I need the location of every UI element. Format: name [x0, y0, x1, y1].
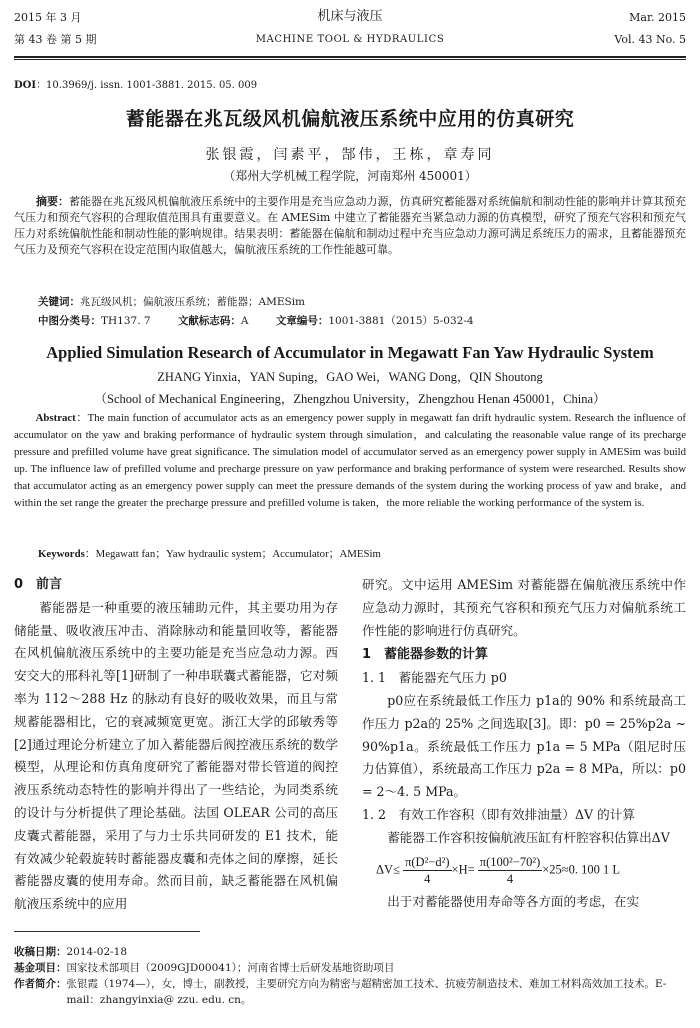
header-center — [200, 8, 500, 48]
footnote-fund — [14, 960, 686, 976]
doi-label: DOI — [14, 80, 37, 91]
doi-line — [14, 76, 257, 91]
author-bio-label: 作者简介： — [14, 978, 67, 990]
header-volume-cn: 第 43 卷 第 5 期 — [14, 33, 97, 46]
section-1-heading: 1 蓄能器参数的计算 — [362, 647, 489, 663]
volume-formula — [362, 854, 686, 887]
received-label: 收稿日期： — [14, 946, 67, 958]
classification-line — [38, 314, 474, 328]
formula-lhs: ΔV≤ — [376, 861, 400, 876]
keywords-cn — [38, 295, 305, 309]
fund-label: 基金项目： — [14, 962, 67, 974]
section-1-2-continuation: 出于对蓄能器使用寿命等各方面的考虑，在实 — [387, 893, 640, 909]
footnote-received — [14, 944, 686, 960]
authors-en: ZHANG Yinxia，YAN Suping，GAO Wei，WANG Dong，QIN Shoutong — [157, 370, 543, 384]
title-en: Applied Simulation Research of Accumulator in Megawatt Fan Yaw Hydraulic System — [46, 343, 654, 362]
author-bio-value: 张银霞（1974—），女，博士，副教授，主要研究方向为精密与超精密加工技术、抗疲劳制造技术、难加工材料高效加工技术。E-mail：zhangyinxia@ zzu. edu. cn。 — [66, 978, 667, 1006]
header-rule-thin — [14, 59, 686, 60]
section-0-paragraph: 蓄能器是一种重要的液压辅助元件，其主要功用为存储能量、吸收液压冲击、消除脉动和能量回收等，蓄能器在风机偏航液压系统中的主要功能是充当应急动力源。西安交大的邢科礼等[1]研制了一种串联囊式蓄能器，它对频率为 112～288 Hz 的脉动有良好的吸收效果，而且与常规蓄能器相比，它的衰减频宽更宽。浙江大学的邱敏秀等[2]通过理论分析建立了加入蓄能器后阀控液压系统的数学模型，从理论和仿真角度研究了蓄能器对带长管道的阀控液压系统动态特性的影响并得出了一些结论，为同类系统的设计与分析提供了理论基础。法国 OLEAR 公司的高压皮囊式蓄能器，采用了与力士乐共同研发的 E1 技术，能有效减少轮毂旋转时蓄能器皮囊和壳体之间的摩擦，延长蓄能器皮囊的使用寿命。然而目前，缺乏蓄能器在风机偏航液压系统中的应用 — [14, 599, 338, 912]
doi-value: ：10.3969/j. issn. 1001-3881. 2015. 05. 009 — [36, 80, 258, 91]
doccode-value: A — [240, 315, 249, 327]
formula-denominator-1: 4 — [424, 871, 431, 886]
abstract-cn-text: 蓄能器在兆瓦级风机偏航液压系统中的主要作用是充当应急动力源，仿真研究蓄能器对系统偏航和制动性能的影响并计算其预充气压力和预充气容积的合理取值范围具有重要意义。在 AMESim 中建立了蓄能器充当紧急动力源的仿真模型，研究了预充气容积和预充气压力对系统偏航性能和制动性能的影响规律。结果表明：蓄能器在偏航和制动过程中充当应急动力源可满足系统压力的需求，且蓄能器预充气压力及预充气容积在设定范围内取值越大，偏航液压系统的工作性能越可靠。 — [14, 195, 687, 256]
affiliation-cn: （郑州大学机械工程学院，河南郑州 450001） — [223, 169, 477, 183]
formula-numerator-1: π(D²−d²) — [405, 854, 450, 869]
abstract-en-text: ：The main function of accumulator acts as an emergency power supply in megawatt fan drift hydraulic system. Research the influence of accumulator on the yaw and braking performance of hydraulic system through simulation，and calculating the reasonable value range of its precharge pressure and prefilled volume have great significance. The simulation model of accumulator served as an emergency power supply in AMESim was build up. The influence law of prefilled volume and precharge pressure on yaw performance and braking performance of system were researched. Results show that accumulator acting as an emergency power supply can meet the pressure demands of the system during the working process of yaw and brake，and within the set range the greater the precharge pressure and prefilled volume is taken，the more reliable the working performance of the system is. — [14, 412, 686, 509]
abstract-cn — [14, 194, 686, 258]
header-date-en: Mar. 2015 — [629, 11, 686, 24]
section-1-2-paragraph: 蓄能器工作容积按偏航液压缸有杆腔容积估算出ΔV — [387, 829, 670, 845]
affiliation-en: （School of Mechanical Engineering，Zhengzhou University，Zhengzhou Henan 450001，China） — [94, 392, 606, 406]
section-1-1-heading: 1. 1 蓄能器充气压力 p0 — [362, 670, 507, 686]
body-right-column — [362, 574, 686, 913]
section-1-2-heading: 1. 2 有效工作容积（即有效排油量）ΔV 的计算 — [362, 806, 635, 822]
section-0-heading: 0 前言 — [14, 577, 63, 592]
header-left — [14, 10, 96, 48]
doccode-label: 文献标志码： — [177, 315, 241, 327]
clc-value: TH137. 7 — [101, 315, 151, 327]
footnote — [14, 944, 686, 1008]
header-volume-en: Vol. 43 No. 5 — [614, 33, 686, 46]
keywords-cn-value: 兆瓦级风机；偏航液压系统；蓄能器；AMESim — [80, 296, 306, 308]
header-right — [614, 10, 686, 48]
fund-value: 国家技术部项目（2009GJD00041）；河南省博士后研发基地资助项目 — [66, 962, 395, 974]
articleno-label: 文章编号： — [275, 315, 329, 327]
journal-name-en: MACHINE TOOL & HYDRAULICS — [255, 34, 445, 45]
section-1-1-paragraph: p0应在系统最低工作压力 p1a的 90% 和系统最高工作压力 p2a的 25% 之间选取[3]。即：p0 = 25%p2a ~ 90%p1a。系统最低工作压力 p1a = 5 MPa（阻尼时压力估算值），系统最高工作压力 p2a = 8 MPa，所以：p0 = 2～4. 5 MPa。 — [362, 692, 686, 800]
header-date-cn: 2015 年 3 月 — [14, 11, 82, 24]
header-rule — [14, 56, 686, 58]
formula-numerator-2: π(100²−70²) — [479, 854, 541, 869]
abstract-en-label: Abstract — [35, 412, 76, 424]
articleno-value: 1001-3881（2015）5-032-4 — [328, 315, 474, 327]
received-value: 2014-02-18 — [66, 946, 128, 958]
keywords-en — [38, 546, 381, 563]
formula-denominator-2: 4 — [506, 871, 514, 886]
keywords-cn-label: 关键词： — [38, 296, 80, 308]
authors-cn: 张银霞，闫素平，郜伟，王栋，章寿同 — [205, 147, 495, 163]
abstract-en — [14, 410, 686, 512]
abstract-cn-label: 摘要： — [36, 195, 70, 208]
footnote-author — [14, 976, 686, 1008]
footnote-rule — [14, 931, 200, 932]
formula-fraction-2 — [478, 854, 542, 887]
keywords-en-label: Keywords — [38, 548, 85, 560]
clc-label: 中图分类号： — [38, 315, 101, 327]
journal-name-cn: 机床与液压 — [317, 9, 383, 24]
body-left-column — [14, 574, 338, 916]
title-cn: 蓄能器在兆瓦级风机偏航液压系统中应用的仿真研究 — [125, 108, 575, 130]
formula-rhs: ×25≈0. 100 1 L — [542, 861, 621, 876]
keywords-en-value: ：Megawatt fan；Yaw hydraulic system；Accumulator；AMESim — [84, 548, 381, 560]
formula-fraction-1 — [403, 854, 451, 887]
intro-continuation: 研究。文中运用 AMESim 对蓄能器在偏航液压系统中作应急动力源时，其预充气容积和预充气压力对偏航系统工作性能的影响进行仿真研究。 — [362, 577, 686, 638]
formula-mid: ×H= — [451, 861, 475, 876]
